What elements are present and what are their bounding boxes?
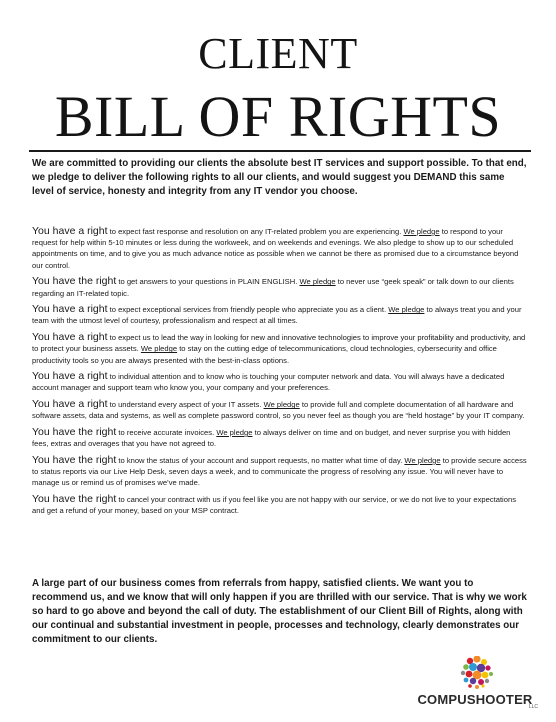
right-item [32, 304, 528, 326]
right-text: to always deliver on time and on budget, and never surprise you with hidden fees, extras and overages that you have not agreed to. [32, 428, 511, 449]
pledge-text: We pledge [216, 428, 253, 438]
right-text: to never use “geek speak” or talk down to our clients regarding an IT-related topic. [32, 277, 514, 298]
right-lead: You have a right [32, 398, 108, 411]
right-text: to receive accurate invoices. [116, 428, 217, 438]
right-text: to expect exceptional services from friendly people who appreciate you as a client. [107, 305, 389, 315]
pledge-text: We pledge [388, 305, 425, 315]
right-text: to stay on the cutting edge of telecommunications, cloud technologies, cybersecurity and office productivity tools so you are always presented with the best-in-class options. [32, 344, 497, 365]
logo-dot [485, 679, 489, 683]
right-lead: You have a right [32, 303, 108, 316]
right-lead: You have the right [32, 453, 117, 466]
right-text: to understand every aspect of your IT assets. [107, 400, 264, 410]
logo-wordmark: COMPUSHOOTER [417, 692, 533, 707]
right-item [32, 455, 528, 489]
right-item [32, 494, 528, 516]
right-text: to cancel your contract with us if you feel like you are not happy with our service, or we do not live to your expectations and get a refund of your money, based on your MSP contract. [32, 495, 516, 516]
title-divider [29, 150, 531, 152]
right-text: to know the status of your account and support requests, no matter what time of day. [116, 455, 405, 465]
pledge-text: We pledge [403, 227, 440, 236]
logo-dot [464, 678, 469, 683]
compushooter-logo [412, 656, 538, 712]
right-item [32, 371, 528, 393]
right-lead: You have the right [32, 275, 117, 288]
right-item [32, 226, 528, 271]
right-text: to expect us to lead the way in looking for new and innovative technologies to improve your profitability and productivity, and to protect your business assets. [32, 333, 526, 354]
right-lead: You have the right [32, 426, 117, 439]
right-text: to provide secure access to status reports via our Live Help Desk, seven days a week, and to communicate the progress of resolving any issue. You will never have to manage us or remind us of promises we’ve made. [32, 455, 527, 488]
logo-dot [469, 663, 477, 671]
logo-dot [481, 684, 484, 687]
right-text: to respond to your request for help within 5-10 minutes or less during the workweek, and on weekends and evenings. We also pledge to show up to our scheduled appointments on time, and to give you as much advance notice as possible when we cannot be there as promised due to a circumstance beyond our control. [32, 227, 519, 270]
pledge-text: We pledge [299, 277, 336, 287]
pledge-text: We pledge [140, 344, 178, 354]
right-text: to individual attention and to know who is touching your computer network and data. You will always have a dedicated account manager and support team who know you, your company and your preferences. [32, 372, 505, 393]
right-item [32, 332, 528, 366]
logo-dot [475, 685, 479, 689]
title-client: CLIENT [198, 29, 358, 78]
logo-dot [468, 684, 472, 688]
logo-dot [482, 672, 489, 679]
pledge-text: We pledge [263, 400, 300, 410]
logo-dot [470, 678, 476, 684]
logo-dot [466, 671, 473, 678]
logo-dot [461, 671, 465, 675]
logo-dot [485, 665, 490, 670]
pledge-text: We pledge [404, 455, 441, 465]
logo-dot [473, 656, 480, 663]
right-text: to always treat you and your team with the utmost level of courtesy, professionalism and respect at all times. [32, 305, 522, 326]
logo-dot [478, 679, 484, 685]
right-text: to expect fast response and resolution on any IT-related problem you are experiencing. [107, 227, 404, 236]
right-text: to provide full and complete documentation of all hardware and software assets, data and systems, as well as complete password control, so you never feel as though you are “held hostage” by your IT company. [32, 400, 525, 421]
closing-paragraph: A large part of our business comes from referrals from happy, satisfied clients. We want you to recommend us, and we know that will only happen if you are thrilled with our service. That is why we work so hard to go above and beyond the call of duty. The establishment of our Client Bill of Rights, along with our continual and substantial investment in people, processes and technology, clearly demonstrates our commitment to our clients. [32, 578, 527, 645]
logo-suffix: LLC [528, 704, 538, 710]
right-item [32, 276, 528, 298]
right-lead: You have a right [32, 225, 108, 237]
intro-paragraph: We are committed to providing our clients the absolute best IT services and support possible. To that end, we pledge to deliver the following rights to all our clients, and would suggest you DEMAND this same level of service, honesty and integrity from any IT vendor you choose. [32, 158, 527, 197]
right-lead: You have a right [32, 331, 108, 344]
logo-dot [489, 672, 493, 676]
right-lead: You have the right [32, 493, 117, 506]
right-item [32, 427, 528, 449]
right-lead: You have a right [32, 370, 108, 383]
title-bill-of-rights: BILL OF RIGHTS [54, 84, 502, 149]
rights-list [32, 226, 528, 522]
right-text: to get answers to your questions in PLAIN ENGLISH. [116, 277, 300, 287]
logo-dots-icon [456, 656, 496, 690]
logo-dot [463, 664, 469, 670]
right-item [32, 399, 528, 421]
